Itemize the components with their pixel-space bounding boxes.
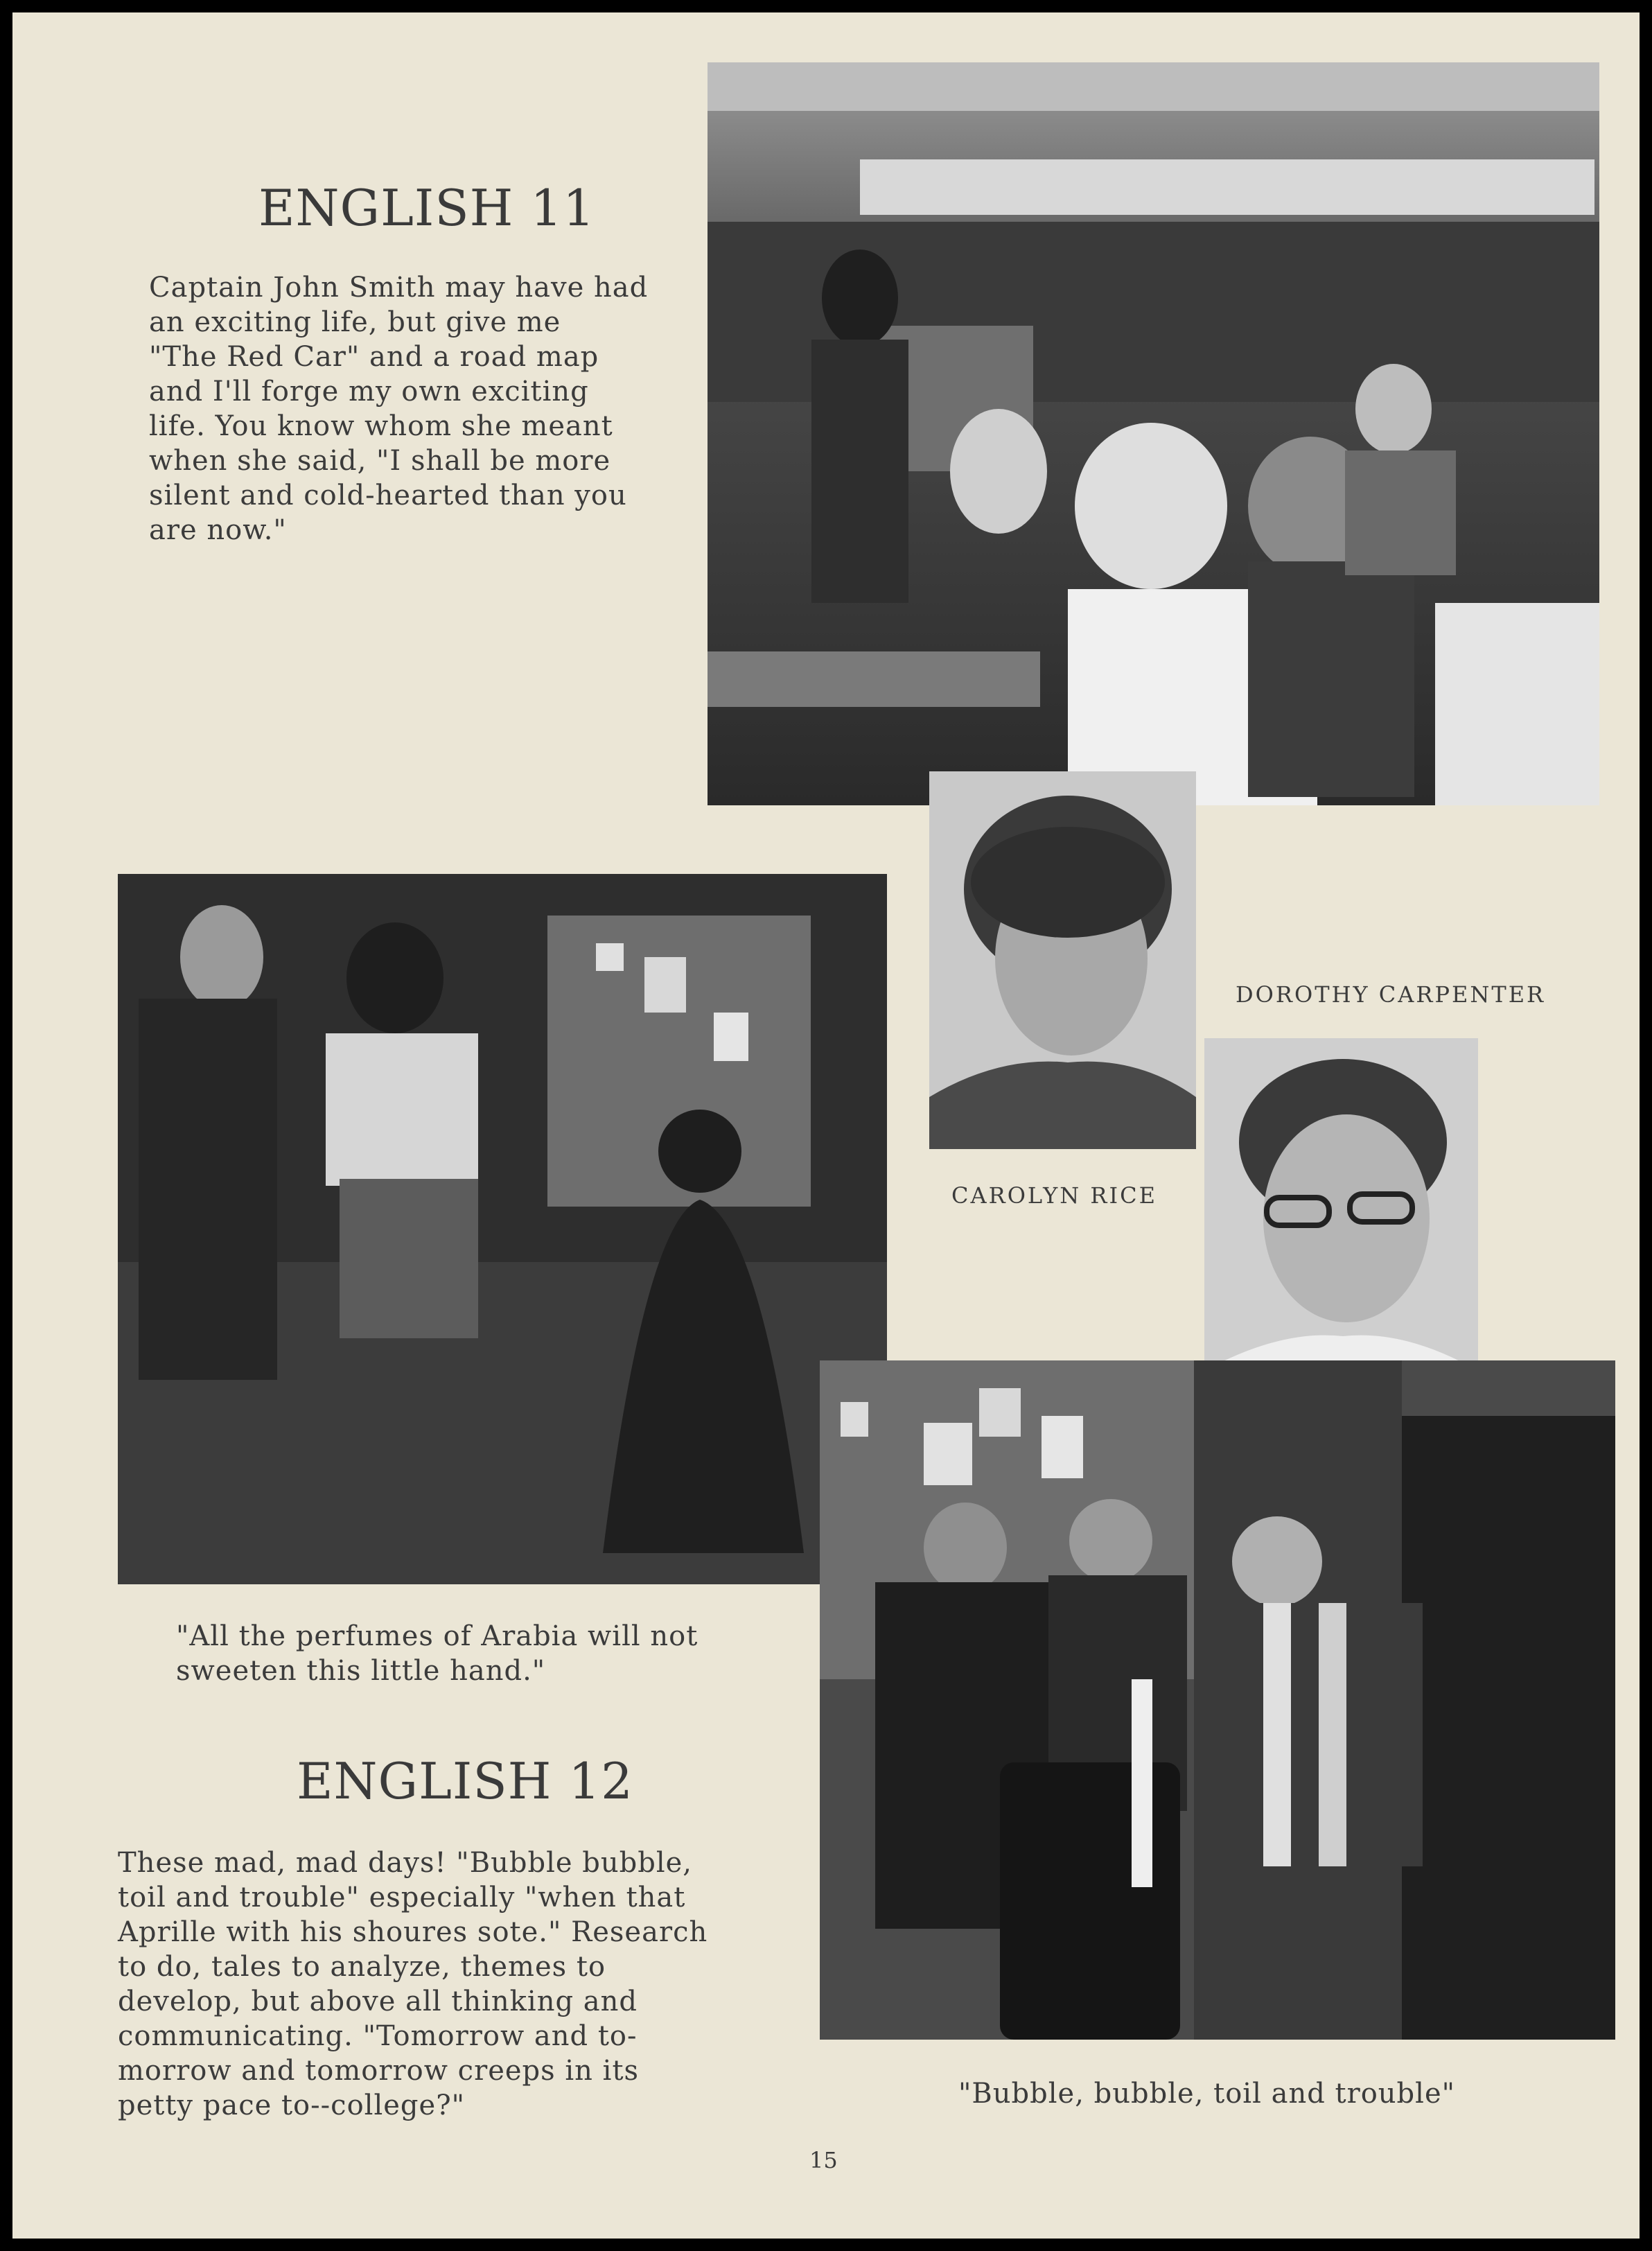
drama-photo xyxy=(118,874,887,1584)
text-line: are now." xyxy=(149,514,287,546)
text-line: an exciting life, but give me xyxy=(149,306,561,338)
text-line: Aprille with his shoures sote." Research xyxy=(118,1916,708,1948)
text-line: develop, but above all thinking and xyxy=(118,1986,638,2017)
name-carolyn-rice: CAROLYN RICE xyxy=(951,1182,1157,1209)
text-line: Captain John Smith may have had xyxy=(149,272,649,304)
text-line: "The Red Car" and a road map xyxy=(149,341,599,373)
text-line: morrow and tomorrow creeps in its xyxy=(118,2055,640,2087)
english-11-heading: ENGLISH 11 xyxy=(258,179,595,237)
english-11-text xyxy=(149,270,648,548)
text-line: life. You know whom she meant xyxy=(149,410,613,442)
cauldron-photo xyxy=(820,1360,1615,2040)
drama-caption-line: sweeten this little hand." xyxy=(176,1655,546,1687)
text-line: when she said, "I shall be more xyxy=(149,445,611,477)
text-line: and I'll forge my own exciting xyxy=(149,376,589,408)
portrait-dorothy-carpenter xyxy=(1204,1038,1478,1416)
classroom-photo xyxy=(708,62,1599,805)
english-12-heading: ENGLISH 12 xyxy=(297,1752,633,1810)
portrait-carolyn-rice xyxy=(929,771,1196,1149)
name-dorothy-carpenter: DOROTHY CARPENTER xyxy=(1236,981,1546,1008)
text-line: communicating. "Tomorrow and to- xyxy=(118,2020,638,2052)
text-line: silent and cold-hearted than you xyxy=(149,480,627,511)
text-line: to do, tales to analyze, themes to xyxy=(118,1951,606,1983)
page-number: 15 xyxy=(809,2147,838,2173)
drama-caption-line: "All the perfumes of Arabia will not xyxy=(176,1620,698,1652)
cauldron-caption: "Bubble, bubble, toil and trouble" xyxy=(958,2078,1456,2110)
text-line: These mad, mad days! "Bubble bubble, xyxy=(118,1847,693,1879)
text-line: toil and trouble" especially "when that xyxy=(118,1882,686,1913)
text-line: petty pace to--college?" xyxy=(118,2090,466,2121)
english-12-text xyxy=(118,1846,708,2123)
yearbook-page xyxy=(12,12,1640,2239)
